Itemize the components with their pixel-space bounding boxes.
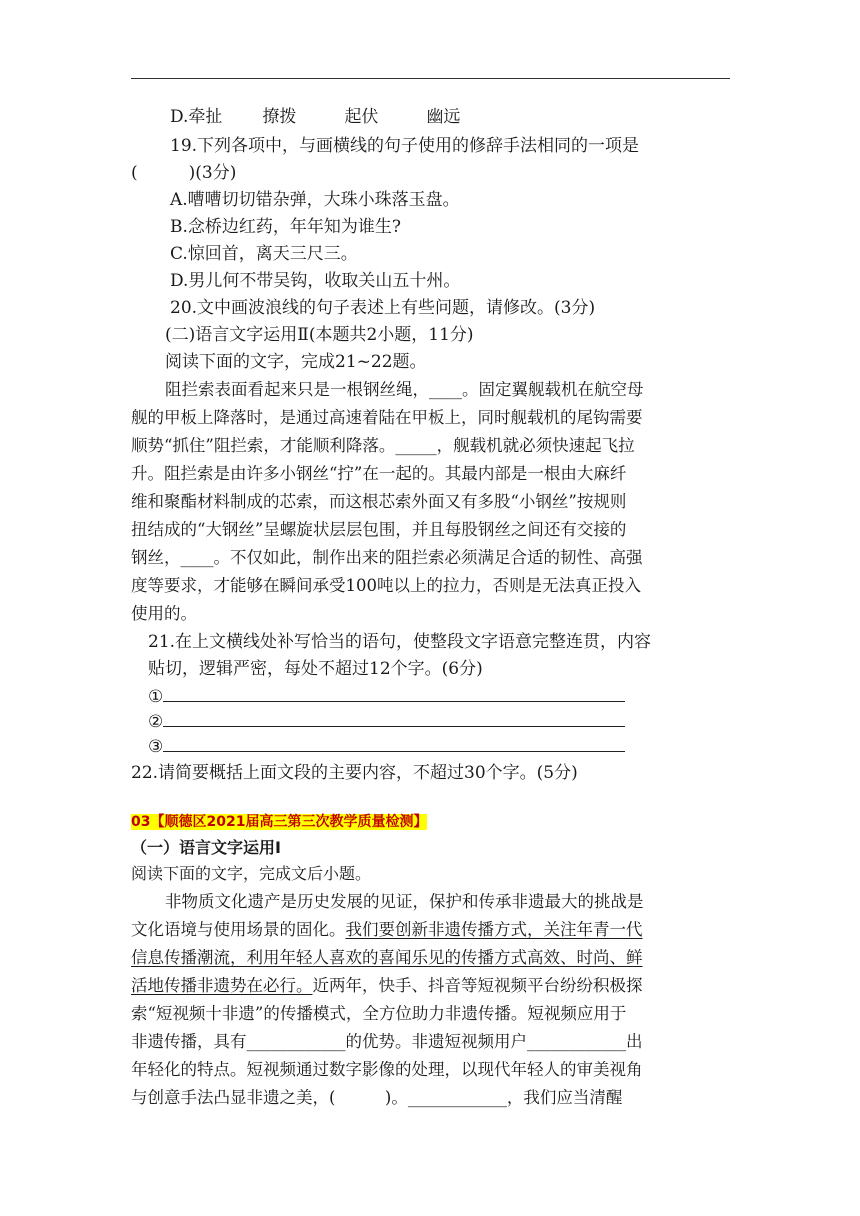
passage-line: 舰的甲板上降落时，是通过高速着陆在甲板上，同时舰载机的尾钩需要 — [131, 408, 643, 427]
passage-line: 升。阻拦索是由许多小钢丝“拧”在一起的。其最内部是一根由大麻纤 — [131, 464, 627, 483]
option-d-prev — [170, 106, 460, 128]
blank-number: ② — [148, 712, 164, 732]
answer-line[interactable] — [163, 735, 625, 752]
part2-heading: (二)语言文字运用Ⅱ(本题共2小题，11分) — [165, 325, 474, 345]
part2-instruction: 阅读下面的文字，完成21~22题。 — [165, 352, 427, 372]
q19-option-a: A.嘈嘈切切错杂弹，大珠小珠落玉盘。 — [170, 190, 460, 210]
plain-text: 近两年，快手、抖音等短视频平台纷纷积极探 — [312, 976, 643, 995]
section-title-highlight: 03【顺德区2021届高三第三次教学质量检测】 — [131, 814, 428, 830]
q20: 20.文中画波浪线的句子表述上有些问题，请修改。(3分) — [170, 298, 596, 318]
passage-line: 顺势“抓住”阻拦索，才能顺利降落。_____，舰载机就必须快速起飞拉 — [131, 436, 635, 455]
q19-line2: ( )(3分) — [131, 163, 237, 183]
s3-para-line — [131, 975, 643, 997]
q21-blank-1[interactable] — [148, 685, 625, 708]
s3-para-line: 年轻化的特点。短视频通过数字影像的处理，以现代年轻人的审美视角 — [131, 1060, 643, 1079]
blank-number: ③ — [148, 737, 164, 757]
section-instruction: 阅读下面的文字，完成文后小题。 — [131, 864, 372, 883]
option-word: 牵扯 — [188, 107, 223, 127]
section-title — [131, 810, 427, 833]
blank-number: ① — [148, 687, 164, 707]
passage-line: 维和聚酯材料制成的芯索，而这根芯索外面又有多股“小钢丝”按规则 — [131, 492, 627, 511]
q21-blank-3[interactable] — [148, 735, 625, 758]
s3-para-line: 与创意手法凸显非遗之美，( )。____________，我们应当清醒 — [131, 1088, 623, 1107]
answer-line[interactable] — [163, 710, 625, 727]
passage-line: 钢丝，____。不仅如此，制作出来的阻拦索必须满足合适的韧性、高强 — [131, 548, 643, 567]
underlined-sentence: 信息传播潮流，利用年轻人喜欢的喜闻乐见的传播方式高效、时尚、鲜 — [131, 948, 643, 967]
q22: 22.请简要概括上面文段的主要内容，不超过30个字。(5分) — [131, 763, 578, 783]
option-word: 撩拨 — [262, 107, 297, 127]
s3-para-line: 索“短视频十非遗”的传播模式，全方位助力非遗传播。短视频应用于 — [131, 1004, 627, 1023]
header-rule — [131, 78, 730, 79]
q21-line1: 21.在上文横线处补写恰当的语句，使整段文字语意完整连贯，内容 — [148, 632, 652, 652]
q19-option-c: C.惊回首，离天三尺三。 — [170, 244, 358, 264]
q21-line2: 贴切，逻辑严密，每处不超过12个字。(6分) — [148, 659, 483, 679]
part1-heading: （一）语言文字运用Ⅰ — [131, 838, 281, 857]
s3-para-line: 非物质文化遗产是历史发展的见证，保护和传承非遗最大的挑战是 — [165, 892, 644, 911]
q19-option-b: B.念桥边红药，年年知为谁生? — [170, 217, 402, 237]
option-letter: D. — [170, 107, 189, 127]
answer-line[interactable] — [163, 685, 625, 702]
passage-line: 扭结成的“大钢丝”呈螺旋状层层包围，并且每股钢丝之间还有交接的 — [131, 520, 627, 539]
option-word: 幽远 — [426, 107, 461, 127]
plain-text: 文化语境与使用场景的固化。 — [131, 920, 346, 939]
q21-blank-2[interactable] — [148, 710, 625, 733]
option-word: 起伏 — [344, 107, 379, 127]
passage-line: 度等要求，才能够在瞬间承受100吨以上的拉力，否则是无法真正投入 — [131, 576, 641, 595]
s3-para-line — [131, 919, 643, 941]
q19-line1: 19.下列各项中，与画横线的句子使用的修辞手法相同的一项是 — [170, 136, 640, 156]
underlined-sentence: 我们要创新非遗传播方式，关注年青一代 — [345, 920, 643, 939]
q19-option-d: D.男儿何不带吴钩，收取关山五十州。 — [170, 271, 461, 291]
s3-para-line: 非遗传播，具有____________的优势。非遗短视频用户____________出 — [131, 1032, 643, 1051]
underlined-sentence: 活地传播非遗势在必行。 — [131, 976, 313, 995]
passage-line: 使用的。 — [131, 604, 197, 623]
passage-line: 阻拦索表面看起来只是一根钢丝绳，____。固定翼舰载机在航空母 — [165, 380, 644, 399]
